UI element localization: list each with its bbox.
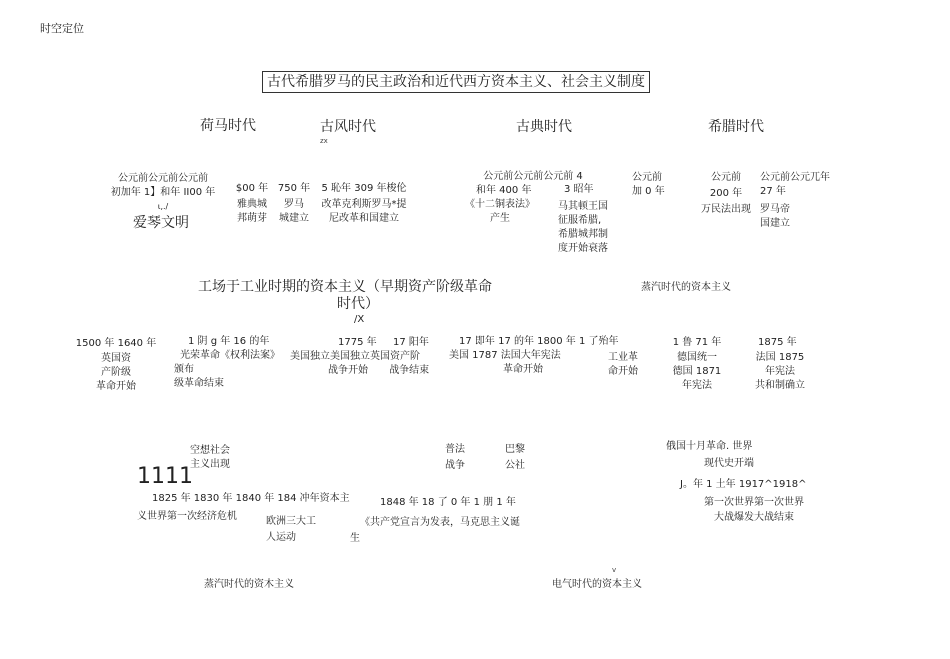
- early-col4-line: 革命开始: [503, 364, 543, 375]
- aegean-civilization: 爱琴文明: [133, 215, 189, 231]
- ancient-col9-line: 公元前公元兀年: [760, 172, 830, 183]
- ancient-col1-line: ι,./: [157, 202, 169, 211]
- early-col1-line: 1500 年 1640 年: [75, 338, 157, 349]
- ancient-col2: [232, 182, 272, 226]
- workers-movements: [266, 515, 316, 545]
- early-col3b: 17 阳年: [393, 337, 429, 348]
- early-col2: [174, 335, 280, 391]
- ancient-col6-line: 度开始衰落: [558, 243, 608, 254]
- first-economic-crisis: 义世界第一次经济危机: [137, 511, 237, 522]
- workers-line: 欧洲三大工: [266, 516, 316, 527]
- page-title: 古代希腊罗马的民主政治和近代西方资本主义、社会主义制度: [262, 71, 650, 93]
- october-revolution: [666, 440, 754, 471]
- era-classical: 古典时代: [516, 119, 572, 135]
- early-col5-line: 工业革: [608, 352, 638, 363]
- ancient-col7-line: 加 0 年: [632, 186, 665, 197]
- early-col2-line: 光荣革命《权利法案》: [180, 350, 280, 361]
- early-col1-line: 产阶级: [101, 367, 131, 378]
- franco-prussian-war: [445, 443, 465, 473]
- ww-line: 第一次世界第一次世界: [704, 497, 804, 508]
- era-archaic-mark: zx: [320, 137, 328, 145]
- ancient-col6: [558, 183, 608, 256]
- section2-title-line1: 工场于工业时期的资本主义（早期资产阶级革命: [198, 279, 492, 295]
- ancient-col3-line: 罗马: [284, 199, 304, 210]
- era-archaic: 古风时代: [320, 119, 376, 135]
- era-hellenistic: 希腊时代: [708, 119, 764, 135]
- ancient-col4-line: 5 恥年 309 年梭伦: [321, 183, 407, 194]
- early-col7-line: 法国 1875: [755, 352, 805, 363]
- twelve-tables-line: 产生: [490, 213, 510, 224]
- early-col6-line: 德国统一: [677, 352, 717, 363]
- early-col6-line: 年宪法: [682, 380, 712, 391]
- workers-line: 人运动: [266, 532, 296, 543]
- early-col3-line: 战争开始: [328, 365, 368, 376]
- commune-line: 公社: [505, 460, 525, 471]
- early-col4: [449, 335, 619, 377]
- early-col5: [608, 351, 638, 379]
- early-col6-line: 1 鲁 71 年: [672, 337, 722, 348]
- ancient-col3-line: 城建立: [279, 213, 309, 224]
- ancient-col6-line: 征服希腊,: [558, 215, 602, 226]
- ancient-col8-line: 200 年: [709, 188, 743, 199]
- ancient-col9: [760, 171, 830, 231]
- v-mark: v: [612, 566, 617, 574]
- electric-footer: 电气时代的资本主义: [552, 579, 642, 590]
- world-wars: [694, 496, 814, 525]
- section2-title-line2: 时代）: [337, 296, 379, 312]
- utopian-socialism: [190, 444, 230, 472]
- early-col3-line: 战争结束: [389, 365, 430, 376]
- ancient-col2-line: $00 年: [235, 183, 269, 194]
- early-col3-line: 1775 年: [338, 337, 377, 348]
- utopia-line: 空想社会: [190, 445, 230, 456]
- world-war-years: J。年 1 土年 1917^1918^: [680, 479, 807, 490]
- communist-manifesto-end: 生: [350, 533, 360, 544]
- early-col2-line: 颁布: [174, 364, 194, 375]
- communist-manifesto: 《共产党宣言为发表，马克思主义诞: [360, 517, 520, 528]
- ancient-col5-line: 和年 400 年: [476, 185, 532, 196]
- october-line: 现代史开端: [704, 458, 754, 469]
- modern-years: 1825 年 1830 年 1840 年 184 冲年资本主: [152, 493, 350, 504]
- ancient-col2-line: 邦萌芽: [237, 213, 267, 224]
- ancient-col7-line: 公元前: [632, 172, 662, 183]
- war-line: 战争: [445, 460, 465, 471]
- ancient-col9-line: 27 年: [760, 186, 786, 197]
- utopia-line: 主义出现: [190, 459, 230, 470]
- ancient-col7: [632, 171, 665, 199]
- ancient-col6-line: 3 昭年: [564, 184, 594, 195]
- early-col7-line: 1875 年: [758, 337, 797, 348]
- ww-line: 大战爆发大战结束: [714, 512, 794, 523]
- ancient-col4-line: 尼改革和国建立: [329, 213, 399, 224]
- early-col5-line: 命开始: [608, 366, 638, 377]
- steam-age-label: 蒸汽时代的资本主义: [641, 282, 731, 293]
- ancient-col6-line: 希腊城邦制: [558, 229, 608, 240]
- early-col2-line: 级革命结束: [174, 378, 224, 389]
- ancient-col1-line: 初加年 1】和年 II00 年: [110, 187, 216, 198]
- header-label: 时空定位: [40, 22, 84, 35]
- ancient-col3: [274, 182, 314, 226]
- ancient-col6-line: 马其顿王国: [558, 201, 608, 212]
- ancient-col1: [108, 172, 218, 214]
- ancient-col8: [696, 171, 756, 217]
- twelve-tables: [462, 198, 538, 226]
- ancient-col8-line: 万民法出现: [701, 204, 751, 215]
- early-col7-line: 共和制确立: [755, 380, 805, 391]
- early-col1-line: 英国资: [101, 353, 131, 364]
- early-col6: [668, 336, 726, 393]
- early-col3-line: 美国独立美国独立英国资产阶: [290, 351, 420, 362]
- early-col1-line: 革命开始: [96, 381, 136, 392]
- steam-footer: 蒸汽时代的资木主义: [204, 579, 294, 590]
- commune-line: 巴黎: [505, 444, 525, 455]
- ancient-col8-line: 公元前: [711, 172, 741, 183]
- early-col4-line: 17 即年 17 的年 1800 年 1 了殆年: [459, 336, 619, 347]
- ancient-col9-line: 罗马帝: [760, 204, 790, 215]
- tally-marks: 1111: [137, 464, 193, 489]
- ancient-col1-line: 公元前公元前公元前: [118, 173, 208, 184]
- early-col7: [748, 336, 812, 393]
- ancient-col4: [316, 182, 412, 226]
- october-line: 俄国十月革命. 世界: [666, 441, 753, 452]
- ancient-col4-line: 改革克利斯罗马*提: [321, 199, 407, 210]
- early-col4-line: 美国 1787 法国大年宪法: [449, 350, 561, 361]
- twelve-tables-line: 《十二铜表法》: [465, 199, 535, 210]
- section2-mark: /X: [354, 314, 365, 325]
- modern-years2: 1848 年 18 了 0 年 1 朋 1 年: [380, 497, 516, 508]
- ancient-col2-line: 雅典城: [237, 199, 267, 210]
- early-col1: [68, 337, 164, 394]
- era-homer: 荷马时代: [200, 118, 256, 134]
- ancient-col9-line: 国建立: [760, 218, 790, 229]
- paris-commune: [505, 443, 525, 473]
- war-line: 普法: [445, 444, 465, 455]
- early-col2-line: 1 阴 g 年 16 的年: [188, 336, 270, 347]
- early-col6-line: 德国 1871: [672, 366, 722, 377]
- early-col7-line: 年宪法: [765, 366, 795, 377]
- ancient-col5-line: 公元前公元前公元前 4: [483, 171, 583, 182]
- ancient-col3-line: 750 年: [277, 183, 311, 194]
